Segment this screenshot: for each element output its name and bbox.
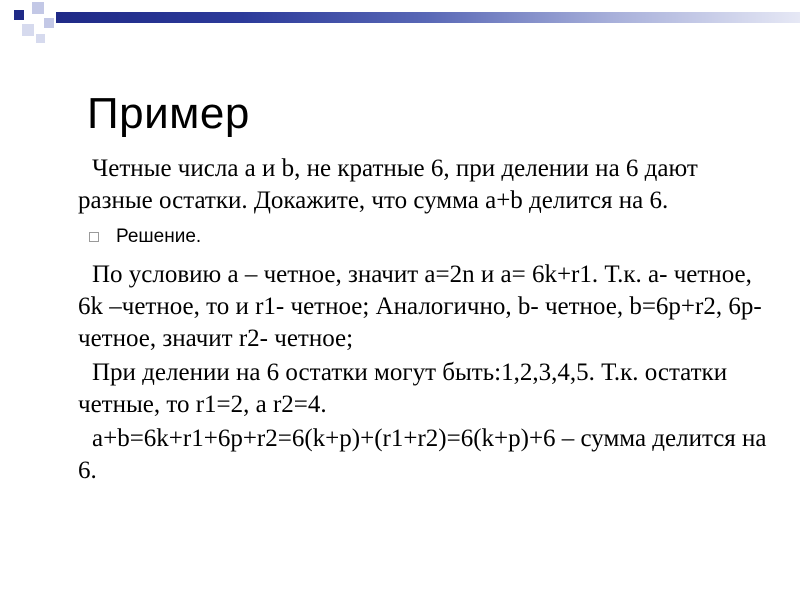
problem-statement: Четные числа a и b, не кратные 6, при делении на 6 дают разные остатки. Докажите, что сумма a+b делится на 6. xyxy=(78,155,698,214)
square-bullet-icon xyxy=(89,232,99,242)
decor-square-light xyxy=(44,18,54,28)
decor-square-light xyxy=(36,34,45,43)
decor-square-light xyxy=(22,24,34,36)
header-accent-bar xyxy=(56,12,800,23)
decor-square-light xyxy=(32,2,44,14)
solution-label: Решение. xyxy=(116,226,202,247)
solution-bullet xyxy=(78,223,778,251)
solution-paragraph: a+b=6k+r1+6p+r2=6(k+p)+(r1+r2)=6(k+p)+6 – сумма делится на 6. xyxy=(78,425,767,484)
slide-title: Пример xyxy=(87,89,250,138)
solution-paragraph: При делении на 6 остатки могут быть:1,2,3,4,5. Т.к. остатки четные, то r1=2, а r2=4. xyxy=(78,359,728,418)
slide-header-decoration xyxy=(0,0,800,48)
decor-square-dark xyxy=(14,10,24,20)
solution-paragraph: По условию a – четное, значит a=2n и a= 6k+r1. Т.к. a- четное, 6k –четное, то и r1- четное; Аналогично, b- четное, b=6p+r2, 6p- четное, значит r2- четное; xyxy=(78,261,762,352)
slide-content xyxy=(78,153,778,487)
